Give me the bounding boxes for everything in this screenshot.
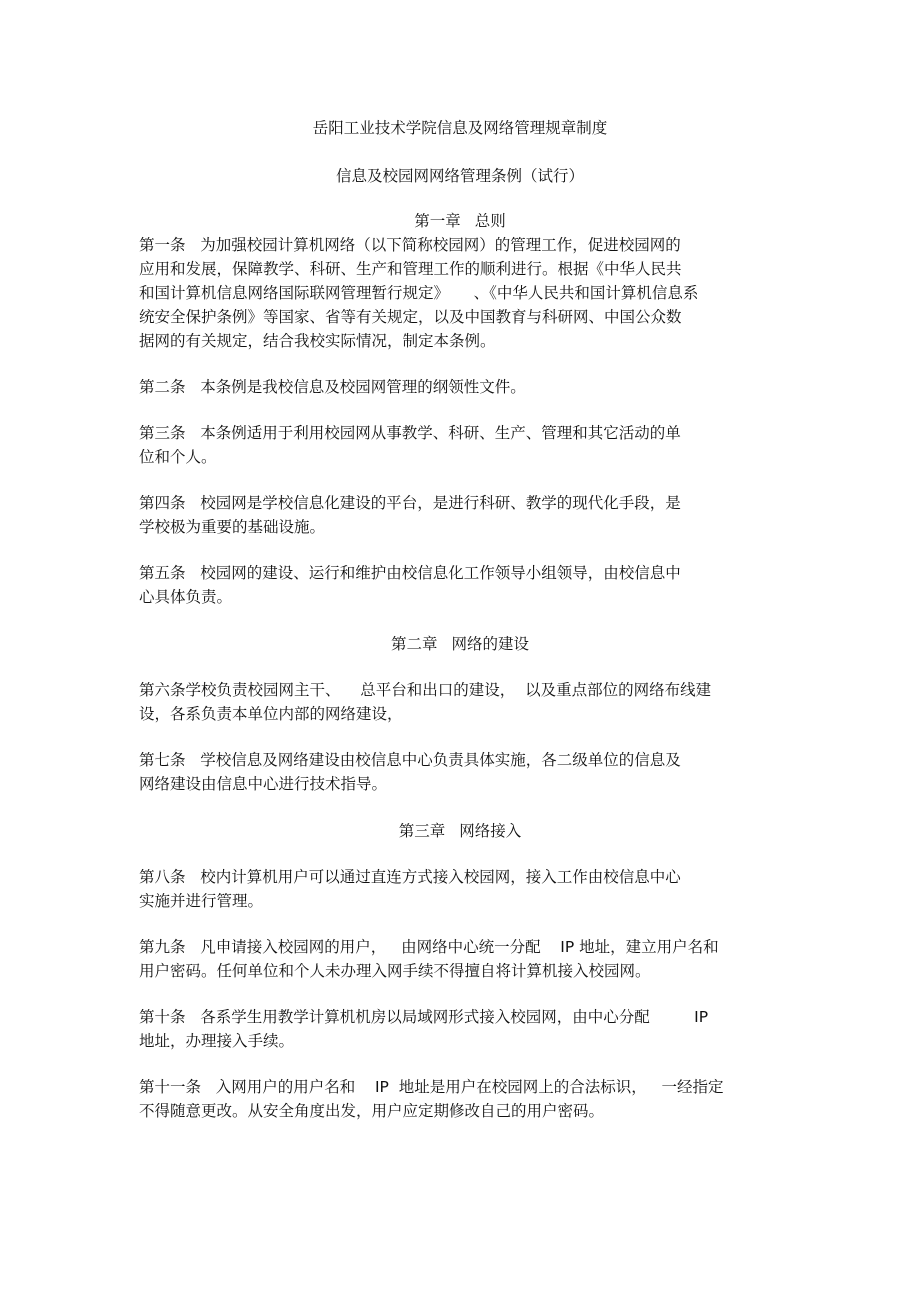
chapter-name: 总则	[474, 212, 506, 230]
document-title: 岳阳工业技术学院信息及网络管理规章制度	[312, 119, 608, 137]
article-line: 心具体负责。	[139, 588, 233, 606]
article-line: 学校极为重要的基础设施。	[139, 518, 326, 536]
article-line: 第七条 学校信息及网络建设由校信息中心负责具体实施，各二级单位的信息及	[139, 751, 681, 769]
chapter-heading-3	[139, 819, 781, 843]
article-1	[139, 233, 781, 353]
article-line: 第九条 凡申请接入校园网的用户， 由网络中心统一分配 IP 地址，建立用户名和	[139, 938, 719, 956]
article-line: 不得随意更改。从安全角度出发，用户应定期修改自己的用户密码。	[139, 1102, 605, 1120]
article-line: 第一条 为加强校园计算机网络（以下简称校园网）的管理工作，促进校园网的	[139, 236, 681, 254]
article-line: 和国计算机信息网络国际联网管理暂行规定》 、《中华人民共和国计算机信息系	[139, 284, 699, 302]
article-line: 第二条 本条例是我校信息及校园网管理的纲领性文件。	[139, 378, 526, 396]
chapter-number: 第一章	[414, 212, 461, 230]
article-line: 统安全保护条例》等国家、省等有关规定，以及中国教育与科研网、中国公众数	[139, 308, 682, 326]
article-3	[139, 421, 781, 469]
document-subtitle: 信息及校园网网络管理条例（试行）	[335, 167, 584, 185]
article-line: 据网的有关规定，结合我校实际情况，制定本条例。	[139, 332, 496, 350]
article-line: 应用和发展，保障教学、科研、生产和管理工作的顺利进行。根据《中华人民共	[139, 260, 682, 278]
chapter-name: 网络接入	[459, 822, 522, 840]
chapter-number: 第三章	[398, 822, 446, 840]
document-body	[139, 116, 781, 1123]
article-line: 第三条 本条例适用于利用校园网从事教学、科研、生产、管理和其它活动的单	[139, 424, 681, 442]
article-line: 网络建设由信息中心进行技术指导。	[139, 775, 388, 793]
article-11	[139, 1075, 781, 1123]
article-5	[139, 561, 781, 609]
article-line: 第八条 校内计算机用户可以通过直连方式接入校园网，接入工作由校信息中心	[139, 868, 681, 886]
article-10	[139, 1005, 781, 1053]
article-line: 设，各系负责本单位内部的网络建设，	[139, 705, 403, 723]
article-line: 第四条 校园网是学校信息化建设的平台，是进行科研、教学的现代化手段，是	[139, 494, 681, 512]
article-2	[139, 375, 781, 399]
chapter-name: 网络的建设	[451, 635, 530, 653]
article-4	[139, 491, 781, 539]
article-line: 第六条学校负责校园网主干、 总平台和出口的建设， 以及重点部位的网络布线建	[139, 681, 712, 699]
article-8	[139, 865, 781, 913]
article-line: 位和个人。	[139, 448, 217, 466]
chapter-heading-2	[139, 632, 781, 656]
chapter-heading-1	[139, 209, 781, 233]
article-line: 用户密码。任何单位和个人未办理入网手续不得擅自将计算机接入校园网。	[139, 962, 651, 980]
chapter-number: 第二章	[390, 635, 438, 653]
article-9	[139, 935, 781, 983]
article-line: 第十一条 入网用户的用户名和 IP 地址是用户在校园网上的合法标识， 一经指定	[139, 1078, 724, 1096]
article-line: 实施并进行管理。	[139, 892, 264, 910]
article-line: 第五条 校园网的建设、运行和维护由校信息化工作领导小组领导，由校信息中	[139, 564, 681, 582]
article-7	[139, 748, 781, 796]
article-6	[139, 678, 781, 726]
article-line: 第十条 各系学生用教学计算机机房以局域网形式接入校园网，由中心分配 IP	[139, 1008, 709, 1026]
article-line: 地址，办理接入手续。	[139, 1032, 295, 1050]
